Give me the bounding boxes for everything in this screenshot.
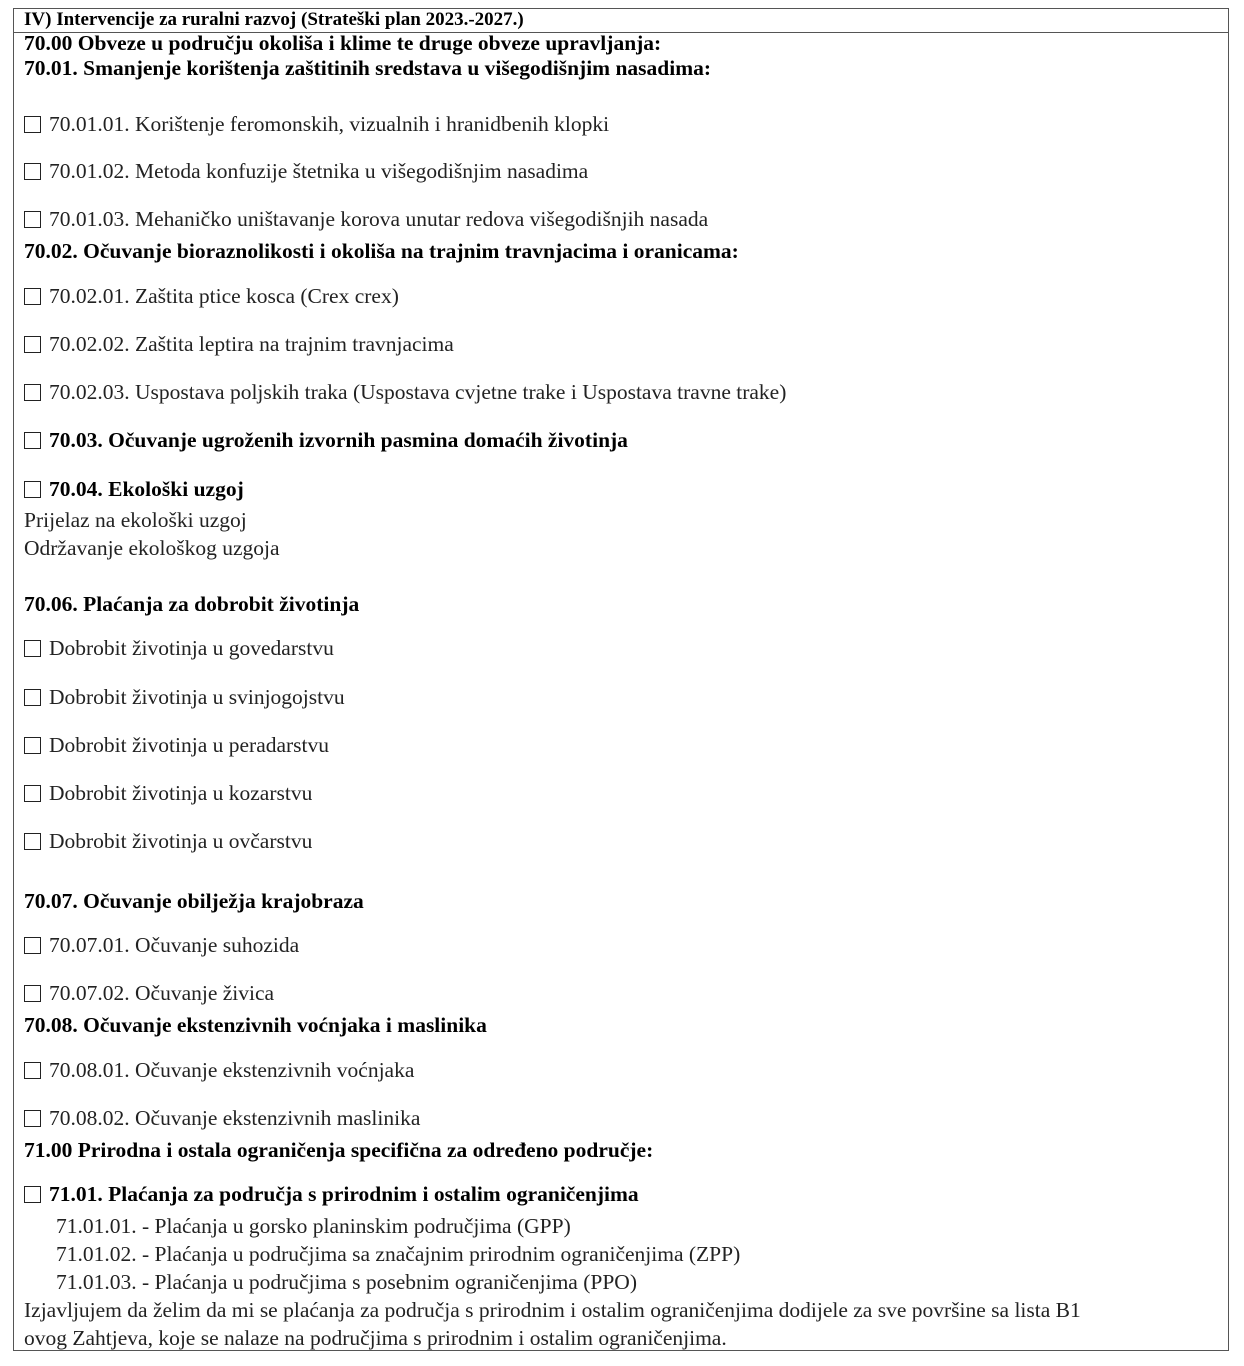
line-label: Održavanje ekološkog uzgoja <box>24 536 280 560</box>
form-text-line <box>24 238 739 264</box>
checkbox-option[interactable] <box>24 980 274 1006</box>
checkbox-option[interactable] <box>24 1057 414 1083</box>
checkbox[interactable] <box>24 481 41 498</box>
checkbox[interactable] <box>24 163 41 180</box>
line-label: Dobrobit životinja u svinjogojstvu <box>49 685 345 709</box>
checkbox-option[interactable] <box>24 828 312 854</box>
checkbox[interactable] <box>24 288 41 305</box>
line-label: 70.02.02. Zaštita leptira na trajnim travnjacima <box>49 332 454 356</box>
form-text-line <box>56 1269 637 1295</box>
checkbox-option[interactable] <box>24 206 708 232</box>
line-label: 70.02.03. Uspostava poljskih traka (Uspostava cvjetne trake i Uspostava travne trake) <box>49 380 787 404</box>
line-label: ovog Zahtjeva, koje se nalaze na područjima s prirodnim i ostalim ograničenjima. <box>24 1326 727 1350</box>
line-label: Dobrobit životinja u govedarstvu <box>49 636 334 660</box>
form-text-line <box>24 888 364 914</box>
line-label: Prijelaz na ekološki uzgoj <box>24 508 247 532</box>
line-label: 70.08. Očuvanje ekstenzivnih voćnjaka i maslinika <box>24 1013 487 1037</box>
line-label: Dobrobit životinja u kozarstvu <box>49 781 313 805</box>
line-label: 70.02.01. Zaštita ptice kosca (Crex crex) <box>49 284 399 308</box>
checkbox[interactable] <box>24 336 41 353</box>
checkbox-option[interactable] <box>24 331 454 357</box>
line-label: 71.01.02. - Plaćanja u područjima sa značajnim prirodnim ograničenjima (ZPP) <box>56 1242 741 1266</box>
form-text-line <box>56 1241 740 1267</box>
line-label: 70.07.01. Očuvanje suhozida <box>49 933 300 957</box>
line-label: 70.07. Očuvanje obilježja krajobraza <box>24 889 364 913</box>
line-label: 70.01. Smanjenje korištenja zaštitinih sredstava u višegodišnjim nasadima: <box>24 56 712 80</box>
checkbox-option[interactable] <box>24 684 345 710</box>
line-label: Dobrobit životinja u peradarstvu <box>49 733 330 757</box>
checkbox-option[interactable] <box>24 476 244 502</box>
form-text-line <box>24 1297 1081 1323</box>
checkbox-option[interactable] <box>24 111 609 137</box>
checkbox-option[interactable] <box>24 635 334 661</box>
checkbox[interactable] <box>24 1110 41 1127</box>
form-text-line <box>24 1325 727 1351</box>
form-text-line <box>24 55 711 81</box>
checkbox-option[interactable] <box>24 1105 420 1131</box>
line-label: 71.01.01. - Plaćanja u gorsko planinskim područjima (GPP) <box>56 1214 571 1238</box>
form-text-line <box>24 30 661 56</box>
section-header: IV) Intervencije za ruralni razvoj (Strateški plan 2023.-2027.) <box>24 9 524 30</box>
checkbox[interactable] <box>24 640 41 657</box>
line-label: 71.01.03. - Plaćanja u područjima s posebnim ograničenjima (PPO) <box>56 1270 637 1294</box>
line-label: 71.00 Prirodna i ostala ograničenja specifična za određeno područje: <box>24 1138 654 1162</box>
form-text-line <box>24 591 359 617</box>
line-label: 70.07.02. Očuvanje živica <box>49 981 275 1005</box>
checkbox[interactable] <box>24 432 41 449</box>
line-label: Izjavljujem da želim da mi se plaćanja za područja s prirodnim i ostalim ograničenjima dodijele za sve površine sa lista B1 <box>24 1298 1081 1322</box>
checkbox[interactable] <box>24 1186 41 1203</box>
checkbox[interactable] <box>24 937 41 954</box>
checkbox[interactable] <box>24 833 41 850</box>
line-label: Dobrobit životinja u ovčarstvu <box>49 829 313 853</box>
checkbox[interactable] <box>24 737 41 754</box>
checkbox[interactable] <box>24 384 41 401</box>
line-label: 70.01.03. Mehaničko uništavanje korova unutar redova višegodišnjih nasada <box>49 207 709 231</box>
line-label: 70.02. Očuvanje bioraznolikosti i okoliša na trajnim travnjacima i oranicama: <box>24 239 739 263</box>
form-text-line <box>24 507 247 533</box>
checkbox-option[interactable] <box>24 780 312 806</box>
line-label: 71.01. Plaćanja za područja s prirodnim i ostalim ograničenjima <box>49 1182 639 1206</box>
checkbox[interactable] <box>24 211 41 228</box>
checkbox[interactable] <box>24 1062 41 1079</box>
checkbox-option[interactable] <box>24 379 786 405</box>
checkbox[interactable] <box>24 985 41 1002</box>
line-label: 70.03. Očuvanje ugroženih izvornih pasmina domaćih životinja <box>49 428 628 452</box>
checkbox-option[interactable] <box>24 1181 639 1207</box>
form-text-line <box>56 1213 571 1239</box>
line-label: 70.00 Obveze u području okoliša i klime te druge obveze upravljanja: <box>24 31 662 55</box>
checkbox[interactable] <box>24 785 41 802</box>
line-label: 70.06. Plaćanja za dobrobit životinja <box>24 592 360 616</box>
checkbox[interactable] <box>24 689 41 706</box>
checkbox-option[interactable] <box>24 427 628 453</box>
checkbox-option[interactable] <box>24 732 329 758</box>
form-text-line <box>24 1012 487 1038</box>
line-label: 70.08.01. Očuvanje ekstenzivnih voćnjaka <box>49 1058 415 1082</box>
line-label: 70.01.02. Metoda konfuzije štetnika u višegodišnjim nasadima <box>49 159 589 183</box>
checkbox-option[interactable] <box>24 932 299 958</box>
form-text-line <box>24 535 280 561</box>
checkbox-option[interactable] <box>24 158 588 184</box>
line-label: 70.04. Ekološki uzgoj <box>49 477 244 501</box>
checkbox-option[interactable] <box>24 283 399 309</box>
checkbox[interactable] <box>24 116 41 133</box>
line-label: 70.08.02. Očuvanje ekstenzivnih maslinika <box>49 1106 421 1130</box>
line-label: 70.01.01. Korištenje feromonskih, vizualnih i hranidbenih klopki <box>49 112 610 136</box>
form-text-line <box>24 1137 653 1163</box>
